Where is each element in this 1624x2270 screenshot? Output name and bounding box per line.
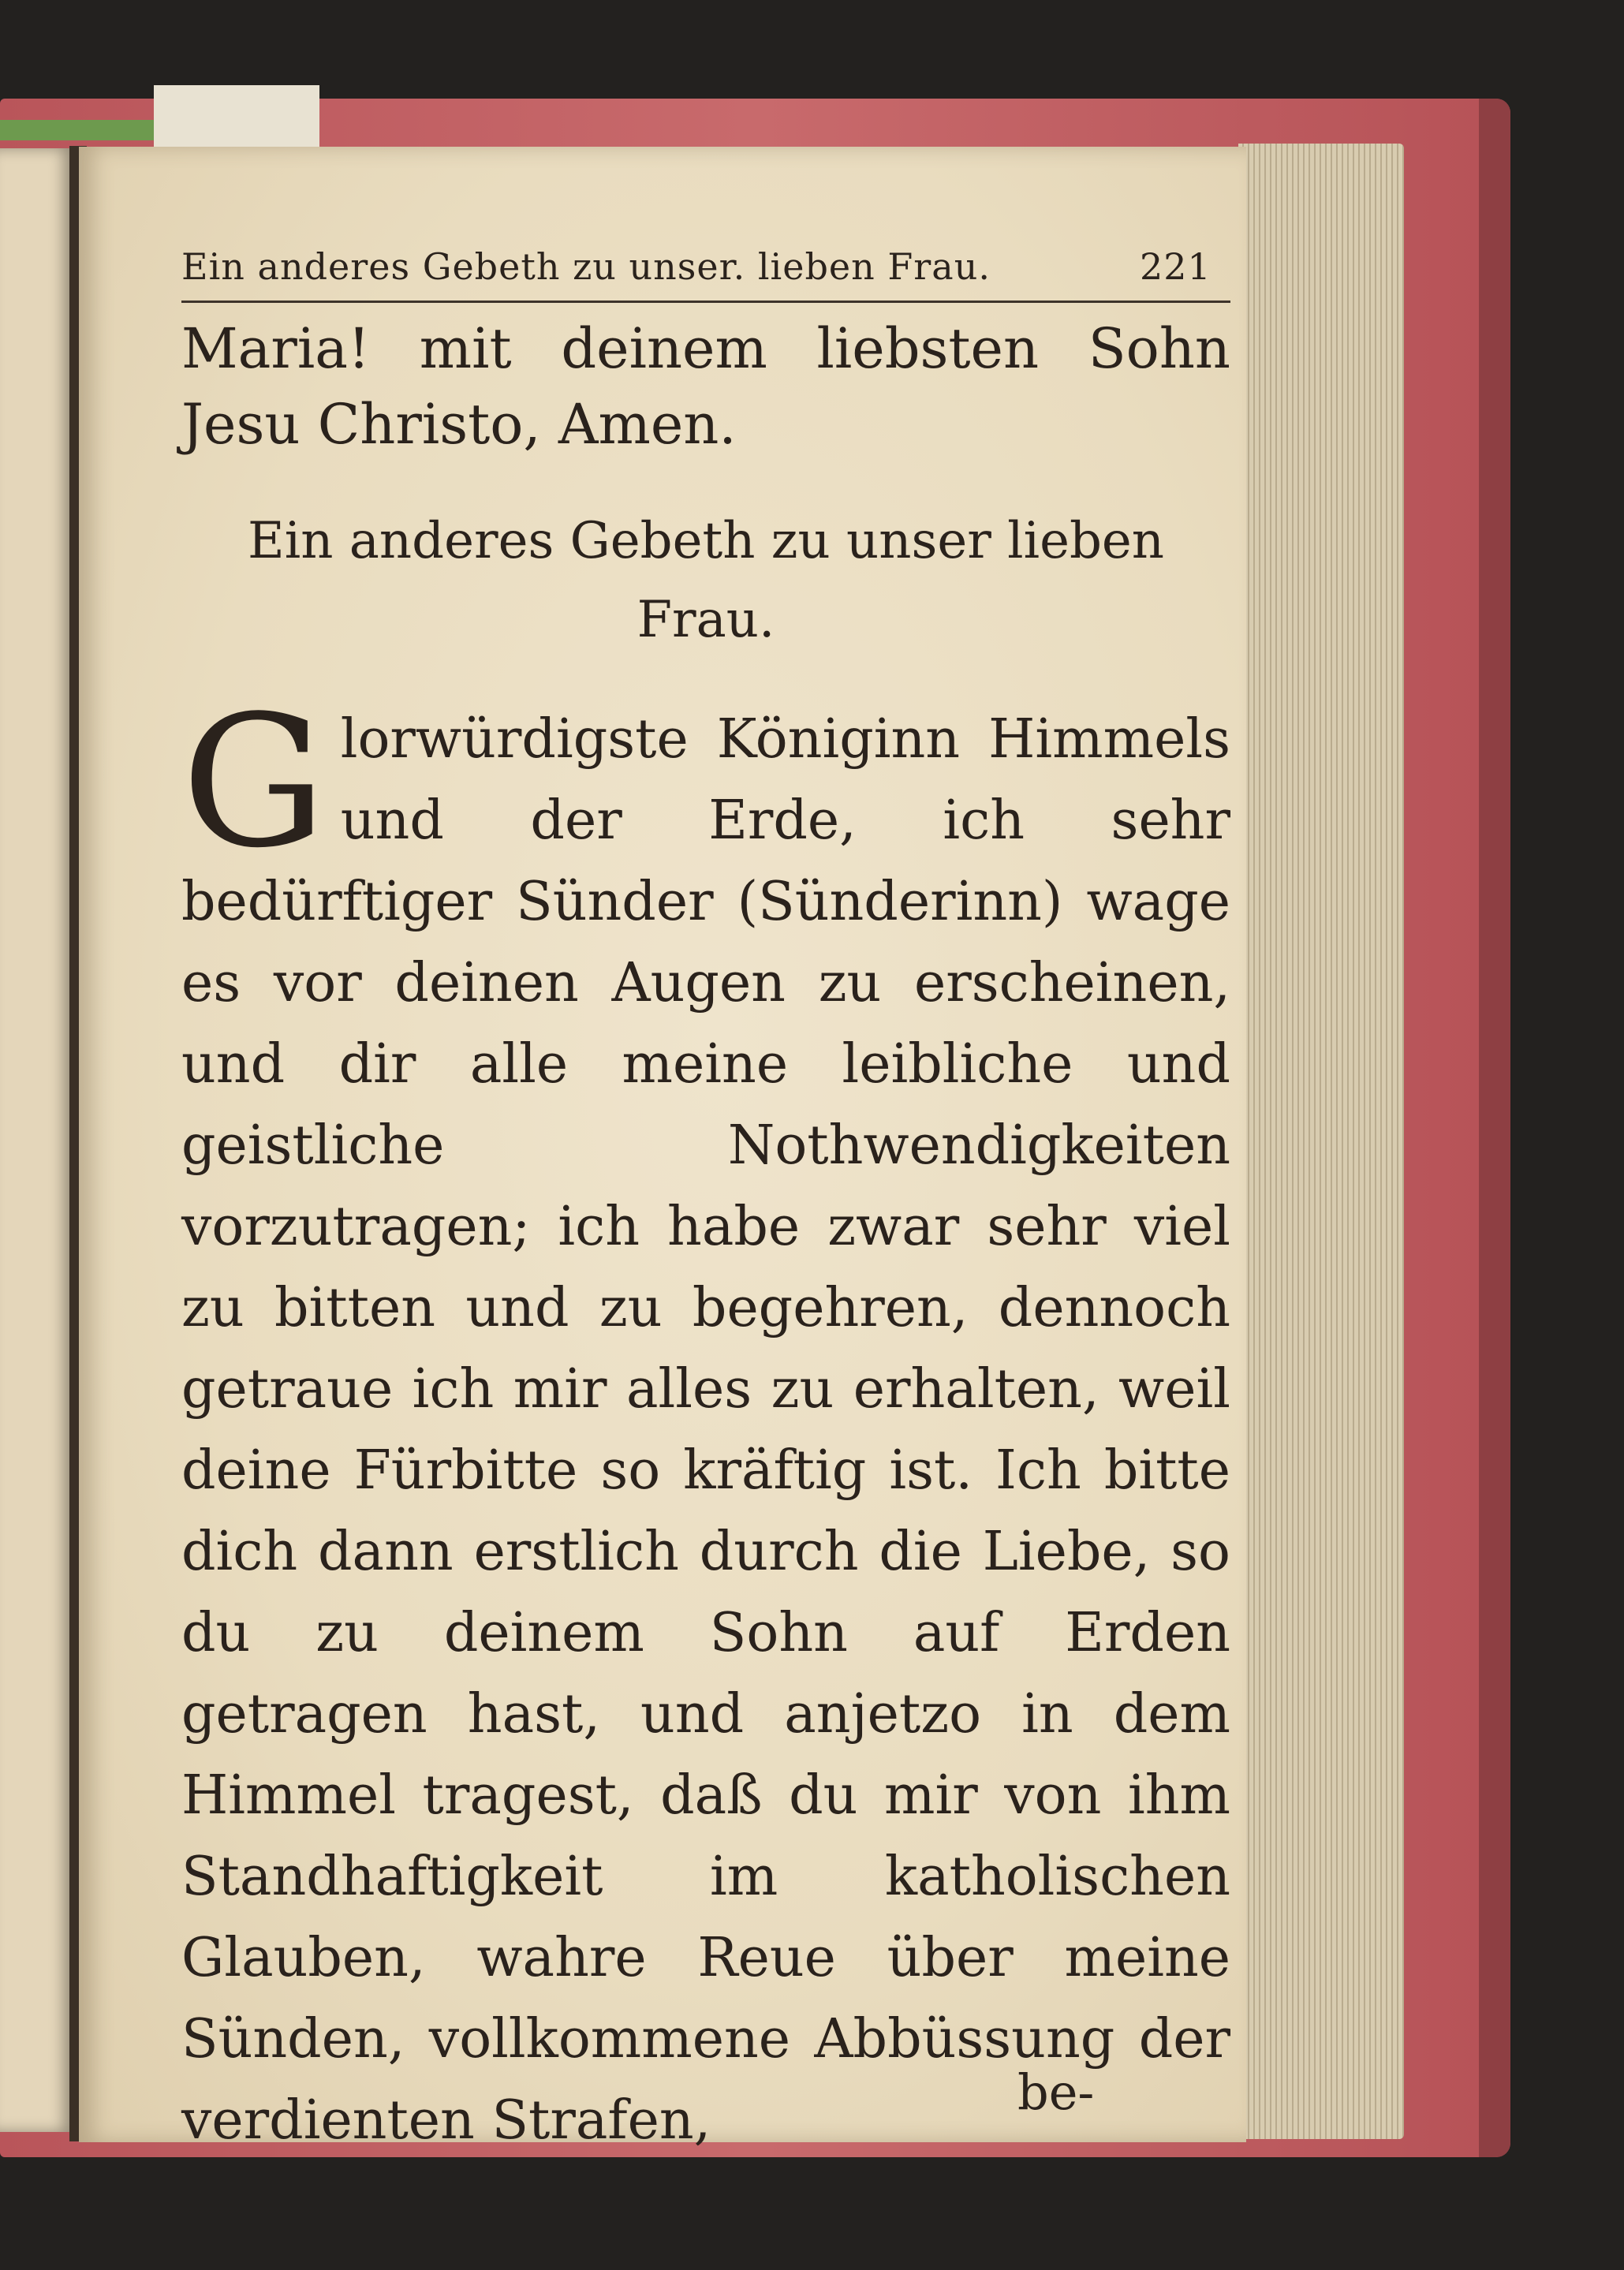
running-head-title: Ein anderes Gebeth zu unser. lieben Frau. (181, 245, 991, 288)
page-number: 221 (1140, 245, 1211, 288)
stacked-page-edges (1238, 144, 1404, 2139)
section-heading: Ein anderes Gebeth zu unser lieben Frau. (248, 512, 1164, 649)
headband-tape-green (0, 120, 158, 140)
continued-prayer-text: Maria! mit deinem liebsten Sohn Jesu Christo, Amen. (181, 316, 1230, 457)
page-text-block (181, 222, 1262, 2161)
catchword: be- (1017, 2063, 1095, 2121)
running-head (181, 222, 1262, 301)
drop-cap: G (181, 678, 327, 888)
headband-tape-white (154, 85, 319, 147)
prayer-body-text: lorwürdigste Königinn Himmels und der Erde, ich sehr bedürftiger Sünder (Sünderinn) wage es vor deinen Augen zu erscheinen, und dir alle meine leibliche und geistliche Nothwendigkeiten vorzutragen; ich habe zwar sehr viel zu bitten und zu begehren, dennoch getraue ich mir alles zu erhalten, weil deine Fürbitte so kräftig ist. Ich bitte dich dann erstlich durch die Liebe, so du zu deinem Sohn auf Erden getragen hast, und anjetzo in dem Himmel tragest, daß du mir von ihm Standhaftigkeit im katholischen Glauben, wahre Reue über meine Sünden, vollkommene Abbüssung der verdienten Strafen, (181, 708, 1230, 2152)
prayer-body (181, 678, 1230, 2161)
book-page (79, 147, 1246, 2152)
facing-page-edge (0, 148, 75, 2132)
cover-edge (1479, 99, 1510, 2157)
header-rule (181, 301, 1230, 303)
